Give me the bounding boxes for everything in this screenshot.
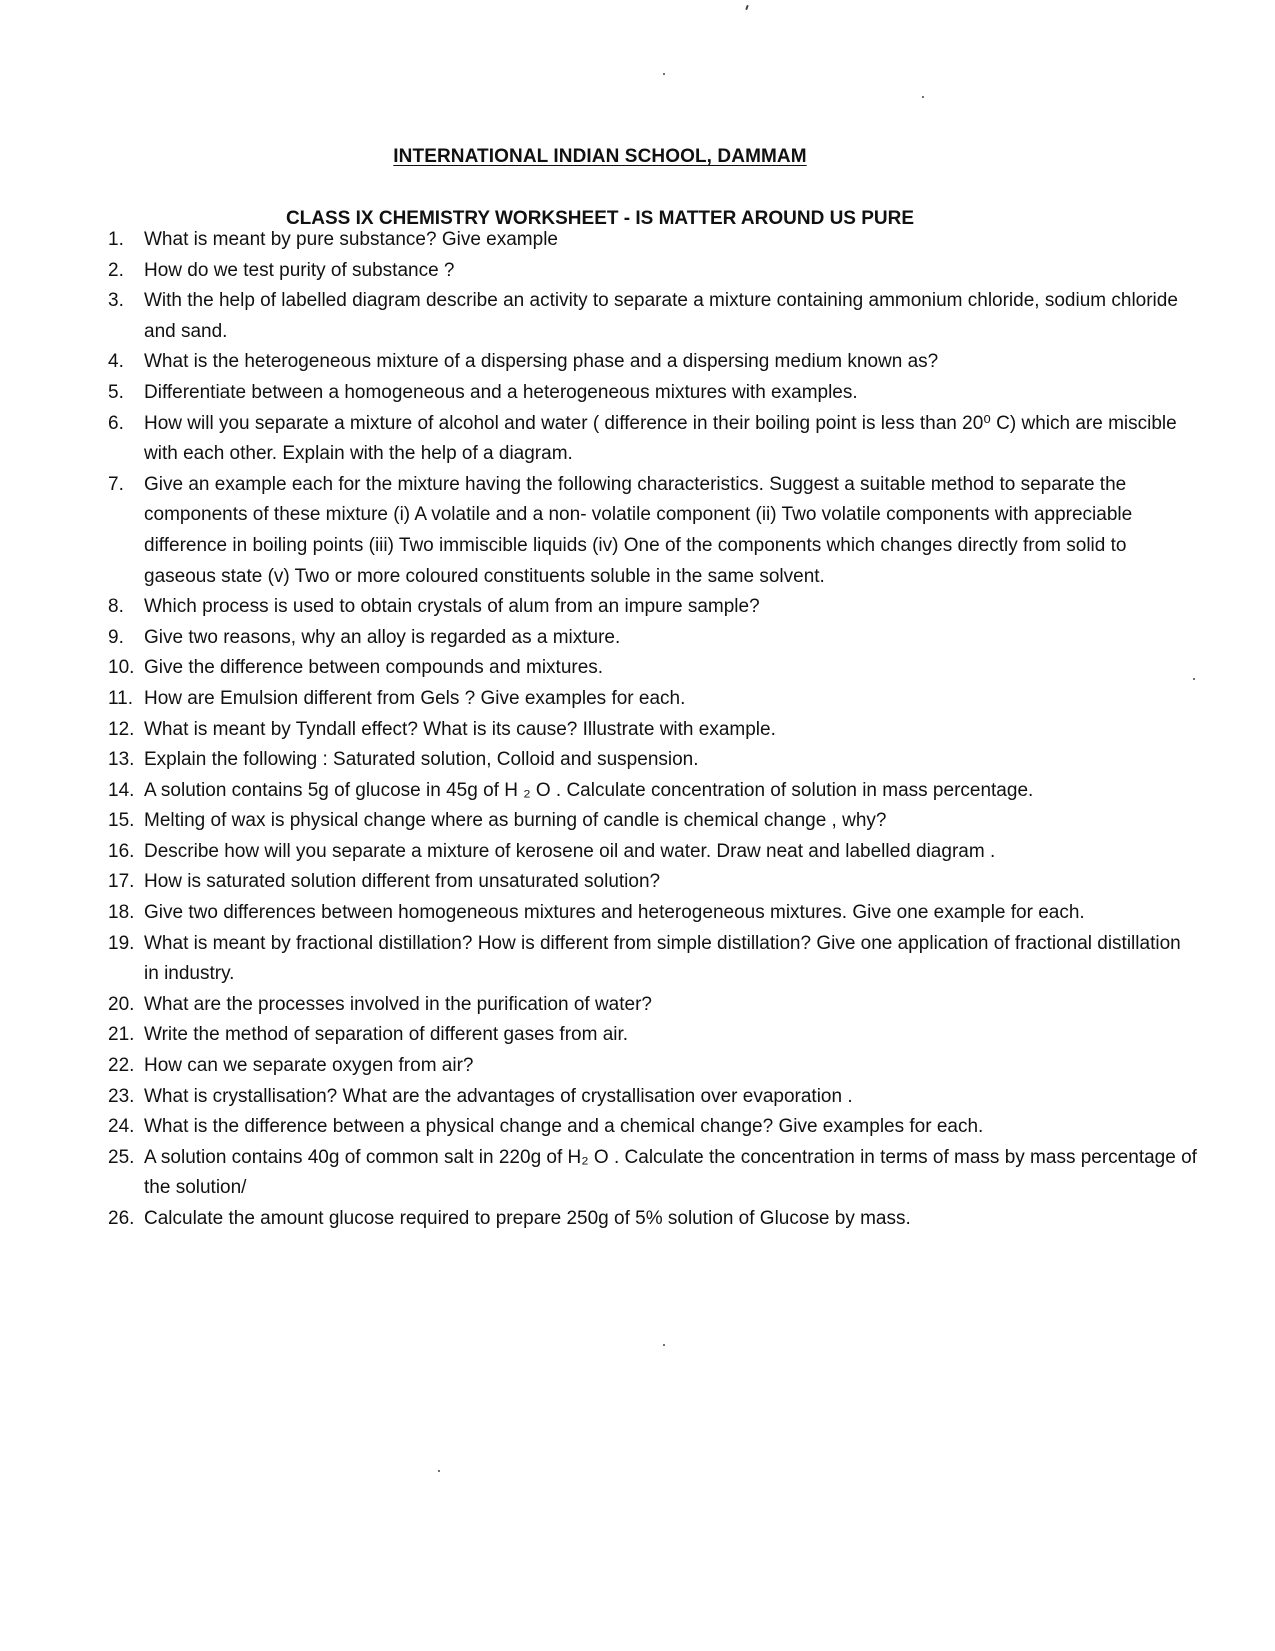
scan-speck xyxy=(922,96,924,98)
question-item xyxy=(108,715,1198,746)
question-text: Explain the following : Saturated solution, Colloid and suspension. xyxy=(144,749,699,771)
question-number: 10. xyxy=(108,657,135,679)
question-text: How will you separate a mixture of alcohol and water ( difference in their boiling point is less than 20⁰ C) which are miscible with each other. Explain with the help of a diagram. xyxy=(144,412,1177,465)
question-number: 2. xyxy=(108,259,124,281)
question-number: 17. xyxy=(108,871,135,893)
question-text: What is crystallisation? What are the advantages of crystallisation over evaporation . xyxy=(144,1085,853,1107)
question-text: Give an example each for the mixture having the following characteristics. Suggest a suitable method to separate the components of these mixture (i) A volatile and a non- volatile component (ii) Two volatile components with appreciable difference in boiling points (iii) Two immiscible liquids (iv) One of the components which changes directly from solid to gaseous state (v) Two or more coloured constituents soluble in the same solvent. xyxy=(144,473,1133,587)
question-text: How can we separate oxygen from air? xyxy=(144,1055,474,1077)
question-item xyxy=(108,286,1198,347)
worksheet-title: CLASS IX CHEMISTRY WORKSHEET - IS MATTER AROUND US PURE xyxy=(285,208,915,229)
question-item xyxy=(108,1082,1198,1113)
question-text: What is the heterogeneous mixture of a dispersing phase and a dispersing medium known as? xyxy=(144,351,939,373)
scan-speck xyxy=(745,5,749,10)
question-item xyxy=(108,623,1198,654)
question-item xyxy=(108,592,1198,623)
question-item xyxy=(108,1020,1198,1051)
question-number: 20. xyxy=(108,993,135,1015)
question-number: 19. xyxy=(108,932,135,954)
question-text: How are Emulsion different from Gels ? Give examples for each. xyxy=(144,687,686,709)
question-item xyxy=(108,1143,1198,1204)
question-number: 7. xyxy=(108,473,124,495)
question-text: Give two reasons, why an alloy is regarded as a mixture. xyxy=(144,626,621,648)
question-item xyxy=(108,378,1198,409)
school-name-heading: INTERNATIONAL INDIAN SCHOOL, DAMMAM xyxy=(393,146,807,167)
question-number: 6. xyxy=(108,412,124,434)
question-list xyxy=(108,225,1198,1235)
scan-speck xyxy=(663,73,665,75)
question-item xyxy=(108,256,1198,287)
question-number: 13. xyxy=(108,749,135,771)
question-text: Give two differences between homogeneous mixtures and heterogeneous mixtures. Give one example for each. xyxy=(144,902,1085,924)
question-number: 8. xyxy=(108,596,124,618)
question-item xyxy=(108,776,1198,807)
question-text: How is saturated solution different from unsaturated solution? xyxy=(144,871,661,893)
question-item xyxy=(108,837,1198,868)
question-number: 18. xyxy=(108,902,135,924)
question-item xyxy=(108,1051,1198,1082)
question-text: How do we test purity of substance ? xyxy=(144,259,455,281)
question-item xyxy=(108,867,1198,898)
question-number: 21. xyxy=(108,1024,135,1046)
question-text: What is meant by Tyndall effect? What is its cause? Illustrate with example. xyxy=(144,718,776,740)
question-number: 1. xyxy=(108,229,124,250)
question-item xyxy=(108,1112,1198,1143)
question-number: 9. xyxy=(108,626,124,648)
question-text: Which process is used to obtain crystals of alum from an impure sample? xyxy=(144,596,760,618)
question-number: 24. xyxy=(108,1116,135,1138)
question-text: What is the difference between a physical change and a chemical change? Give examples for each. xyxy=(144,1116,984,1138)
question-item xyxy=(108,684,1198,715)
question-text: Give the difference between compounds and mixtures. xyxy=(144,657,604,679)
question-text: Calculate the amount glucose required to prepare 250g of 5% solution of Glucose by mass. xyxy=(144,1208,911,1229)
question-text: With the help of labelled diagram describe an activity to separate a mixture containing ammonium chloride, sodium chloride and sand. xyxy=(144,290,1178,342)
question-number: 5. xyxy=(108,381,124,403)
question-number: 26. xyxy=(108,1208,135,1229)
question-number: 11. xyxy=(108,687,134,709)
question-text: Melting of wax is physical change where as burning of candle is chemical change , why? xyxy=(144,810,887,832)
question-item xyxy=(108,409,1198,470)
question-item xyxy=(108,990,1198,1021)
question-item xyxy=(108,745,1198,776)
question-text: A solution contains 5g of glucose in 45g of H ₂ O . Calculate concentration of solution in mass percentage. xyxy=(144,779,1034,801)
question-number: 15. xyxy=(108,810,135,832)
question-item xyxy=(108,347,1198,378)
question-item xyxy=(108,898,1198,929)
question-item xyxy=(108,470,1198,592)
question-item xyxy=(108,225,1198,256)
question-item xyxy=(108,929,1198,990)
question-text: A solution contains 40g of common salt in 220g of H₂ O . Calculate the concentration in terms of mass by mass percentage of the solution/ xyxy=(144,1146,1197,1199)
question-text: What is meant by pure substance? Give example xyxy=(144,229,558,250)
question-number: 3. xyxy=(108,290,124,312)
question-number: 25. xyxy=(108,1146,135,1168)
question-number: 14. xyxy=(108,779,135,801)
question-number: 16. xyxy=(108,840,135,862)
question-item xyxy=(108,653,1198,684)
question-text: Write the method of separation of different gases from air. xyxy=(144,1024,629,1046)
question-text: Describe how will you separate a mixture of kerosene oil and water. Draw neat and labelled diagram . xyxy=(144,840,996,862)
scan-speck xyxy=(663,1344,665,1346)
question-number: 22. xyxy=(108,1055,135,1077)
question-text: What are the processes involved in the purification of water? xyxy=(144,993,652,1015)
question-number: 23. xyxy=(108,1085,135,1107)
question-item xyxy=(108,806,1198,837)
question-text: Differentiate between a homogeneous and a heterogeneous mixtures with examples. xyxy=(144,381,858,403)
question-number: 4. xyxy=(108,351,124,373)
scan-speck xyxy=(438,1470,440,1472)
question-item xyxy=(108,1204,1198,1235)
question-number: 12. xyxy=(108,718,135,740)
question-text: What is meant by fractional distillation? How is different from simple distillation? Give one application of fractional distillation in industry. xyxy=(144,932,1181,985)
